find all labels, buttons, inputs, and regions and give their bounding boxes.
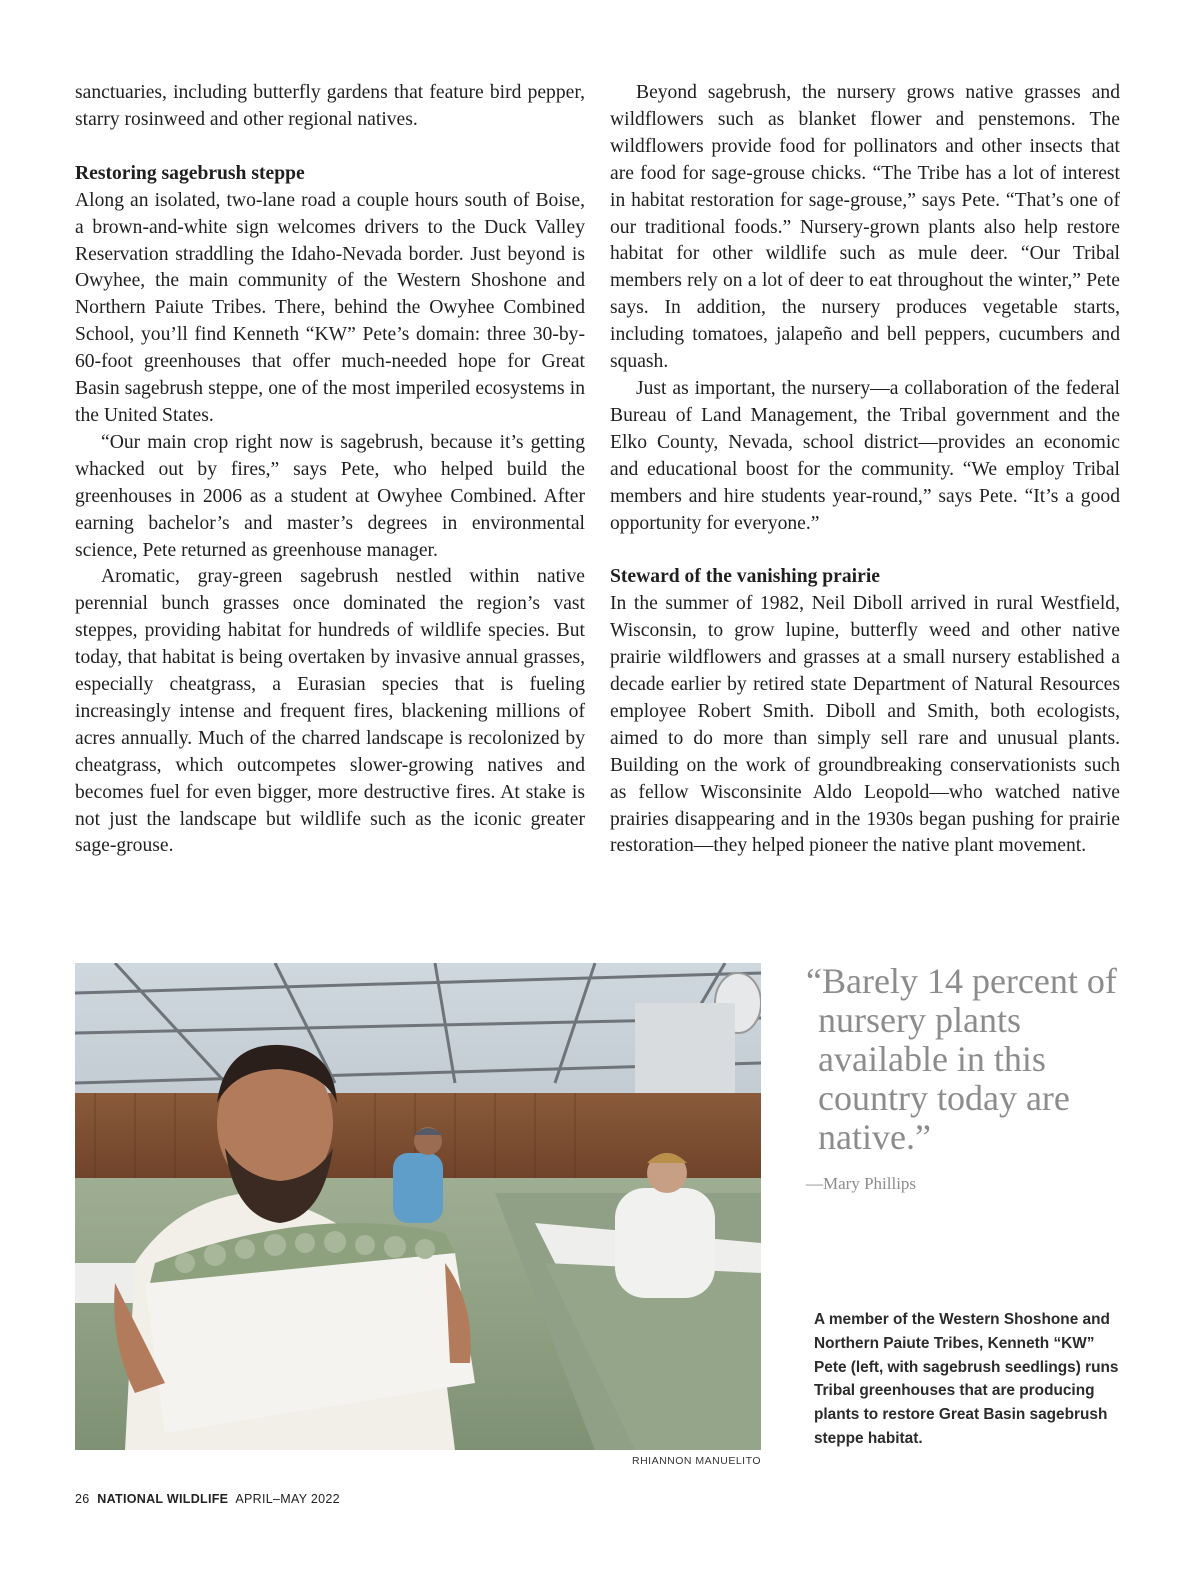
intro-paragraph: sanctuaries, including butterfly gardens that feature bird pepper, starry rosinweed and other regional natives. (75, 82, 585, 130)
left-column (75, 80, 585, 860)
pull-quote-attribution: —Mary Phillips (806, 1174, 917, 1193)
page-number: 26 (75, 1492, 90, 1506)
body-paragraph: “Our main crop right now is sagebrush, because it’s getting whacked out by fires,” says Pete, who helped build the greenhouses in 2006 as a student at Owyhee Combined. After earning bachelor’s and master’s degrees in environmental science, Pete returned as greenhouse manager. (75, 431, 585, 561)
section-heading-sagebrush: Restoring sagebrush steppe (75, 162, 305, 184)
section-heading-prairie: Steward of the vanishing prairie (610, 566, 880, 588)
page-footer (75, 1492, 340, 1506)
pull-quote (806, 962, 1126, 1195)
body-paragraph: In the summer of 1982, Neil Diboll arrived in rural Westfield, Wisconsin, to grow lupine, butterfly weed and other native prairie wildflowers and grasses at a small nursery established a decade earlier by retired state Department of Natural Resources employee Robert Smith. Diboll and Smith, both ecologists, aimed to do more than simply sell rare and unusual plants. Building on the work of groundbreaking conservationists such as fellow Wisconsinite Aldo Leopold—who watched native prairies disappearing and in the 1930s began pushing for prairie restoration—they helped pioneer the native plant movement. (610, 593, 1120, 857)
greenhouse-photo (75, 963, 761, 1450)
body-paragraph: Just as important, the nursery—a collaboration of the federal Bureau of Land Management, the Tribal government and the Elko County, Nevada, school district—provides an economic and educational boost for the community. “We employ Tribal members and hire students year-round,” says Pete. “It’s a good opportunity for everyone.” (610, 377, 1120, 534)
body-paragraph: Beyond sagebrush, the nursery grows native grasses and wildflowers such as blanket flower and penstemons. The wildflowers provide food for pollinators and other insects that are food for sage-grouse chicks. “The Tribe has a lot of interest in habitat restoration for sage-grouse,” says Pete. “That’s one of our traditional foods.” Nursery-grown plants also help restore habitat for other wildlife such as mule deer. “Our Tribal members rely on a lot of deer to eat throughout the winter,” Pete says. In addition, the nursery produces vegetable starts, including tomatoes, jalapeño and bell peppers, cucumbers and squash. (610, 82, 1120, 373)
magazine-name: NATIONAL WILDLIFE (97, 1492, 229, 1506)
photo-credit: RHIANNON MANUELITO (632, 1455, 761, 1467)
pull-quote-text: “Barely 14 percent of nursery plants available in this country today are native.” (806, 961, 1117, 1157)
body-paragraph: Along an isolated, two-lane road a couple hours south of Boise, a brown-and-white sign welcomes drivers to the Duck Valley Reservation straddling the Idaho-Nevada border. Just beyond is Owyhee, the main community of the Western Shoshone and Northern Paiute Tribes. There, behind the Owyhee Combined School, you’ll find Kenneth “KW” Pete’s domain: three 30-by-60-foot greenhouses that offer much-needed hope for Great Basin sagebrush steppe, one of the most imperiled ecosystems in the United States. (75, 189, 585, 426)
issue-date: APRIL–MAY 2022 (235, 1492, 340, 1506)
photo-caption: A member of the Western Shoshone and Northern Paiute Tribes, Kenneth “KW” Pete (left, with sagebrush seedlings) runs Tribal greenhouses that are producing plants to restore Great Basin sagebrush steppe habitat. (814, 1311, 1119, 1447)
body-paragraph: Aromatic, gray-green sagebrush nestled within native perennial bunch grasses once dominated the region’s vast steppes, providing habitat for hundreds of wildlife species. But today, that habitat is being overtaken by invasive annual grasses, especially cheatgrass, a Eurasian species that is fueling increasingly intense and frequent fires, blackening millions of acres annually. Much of the charred landscape is recolonized by cheatgrass, which outcompetes slower-growing natives and becomes fuel for even bigger, more destructive fires. At stake is not just the landscape but wildlife such as the iconic greater sage-grouse. (75, 566, 585, 857)
right-column (610, 80, 1120, 860)
